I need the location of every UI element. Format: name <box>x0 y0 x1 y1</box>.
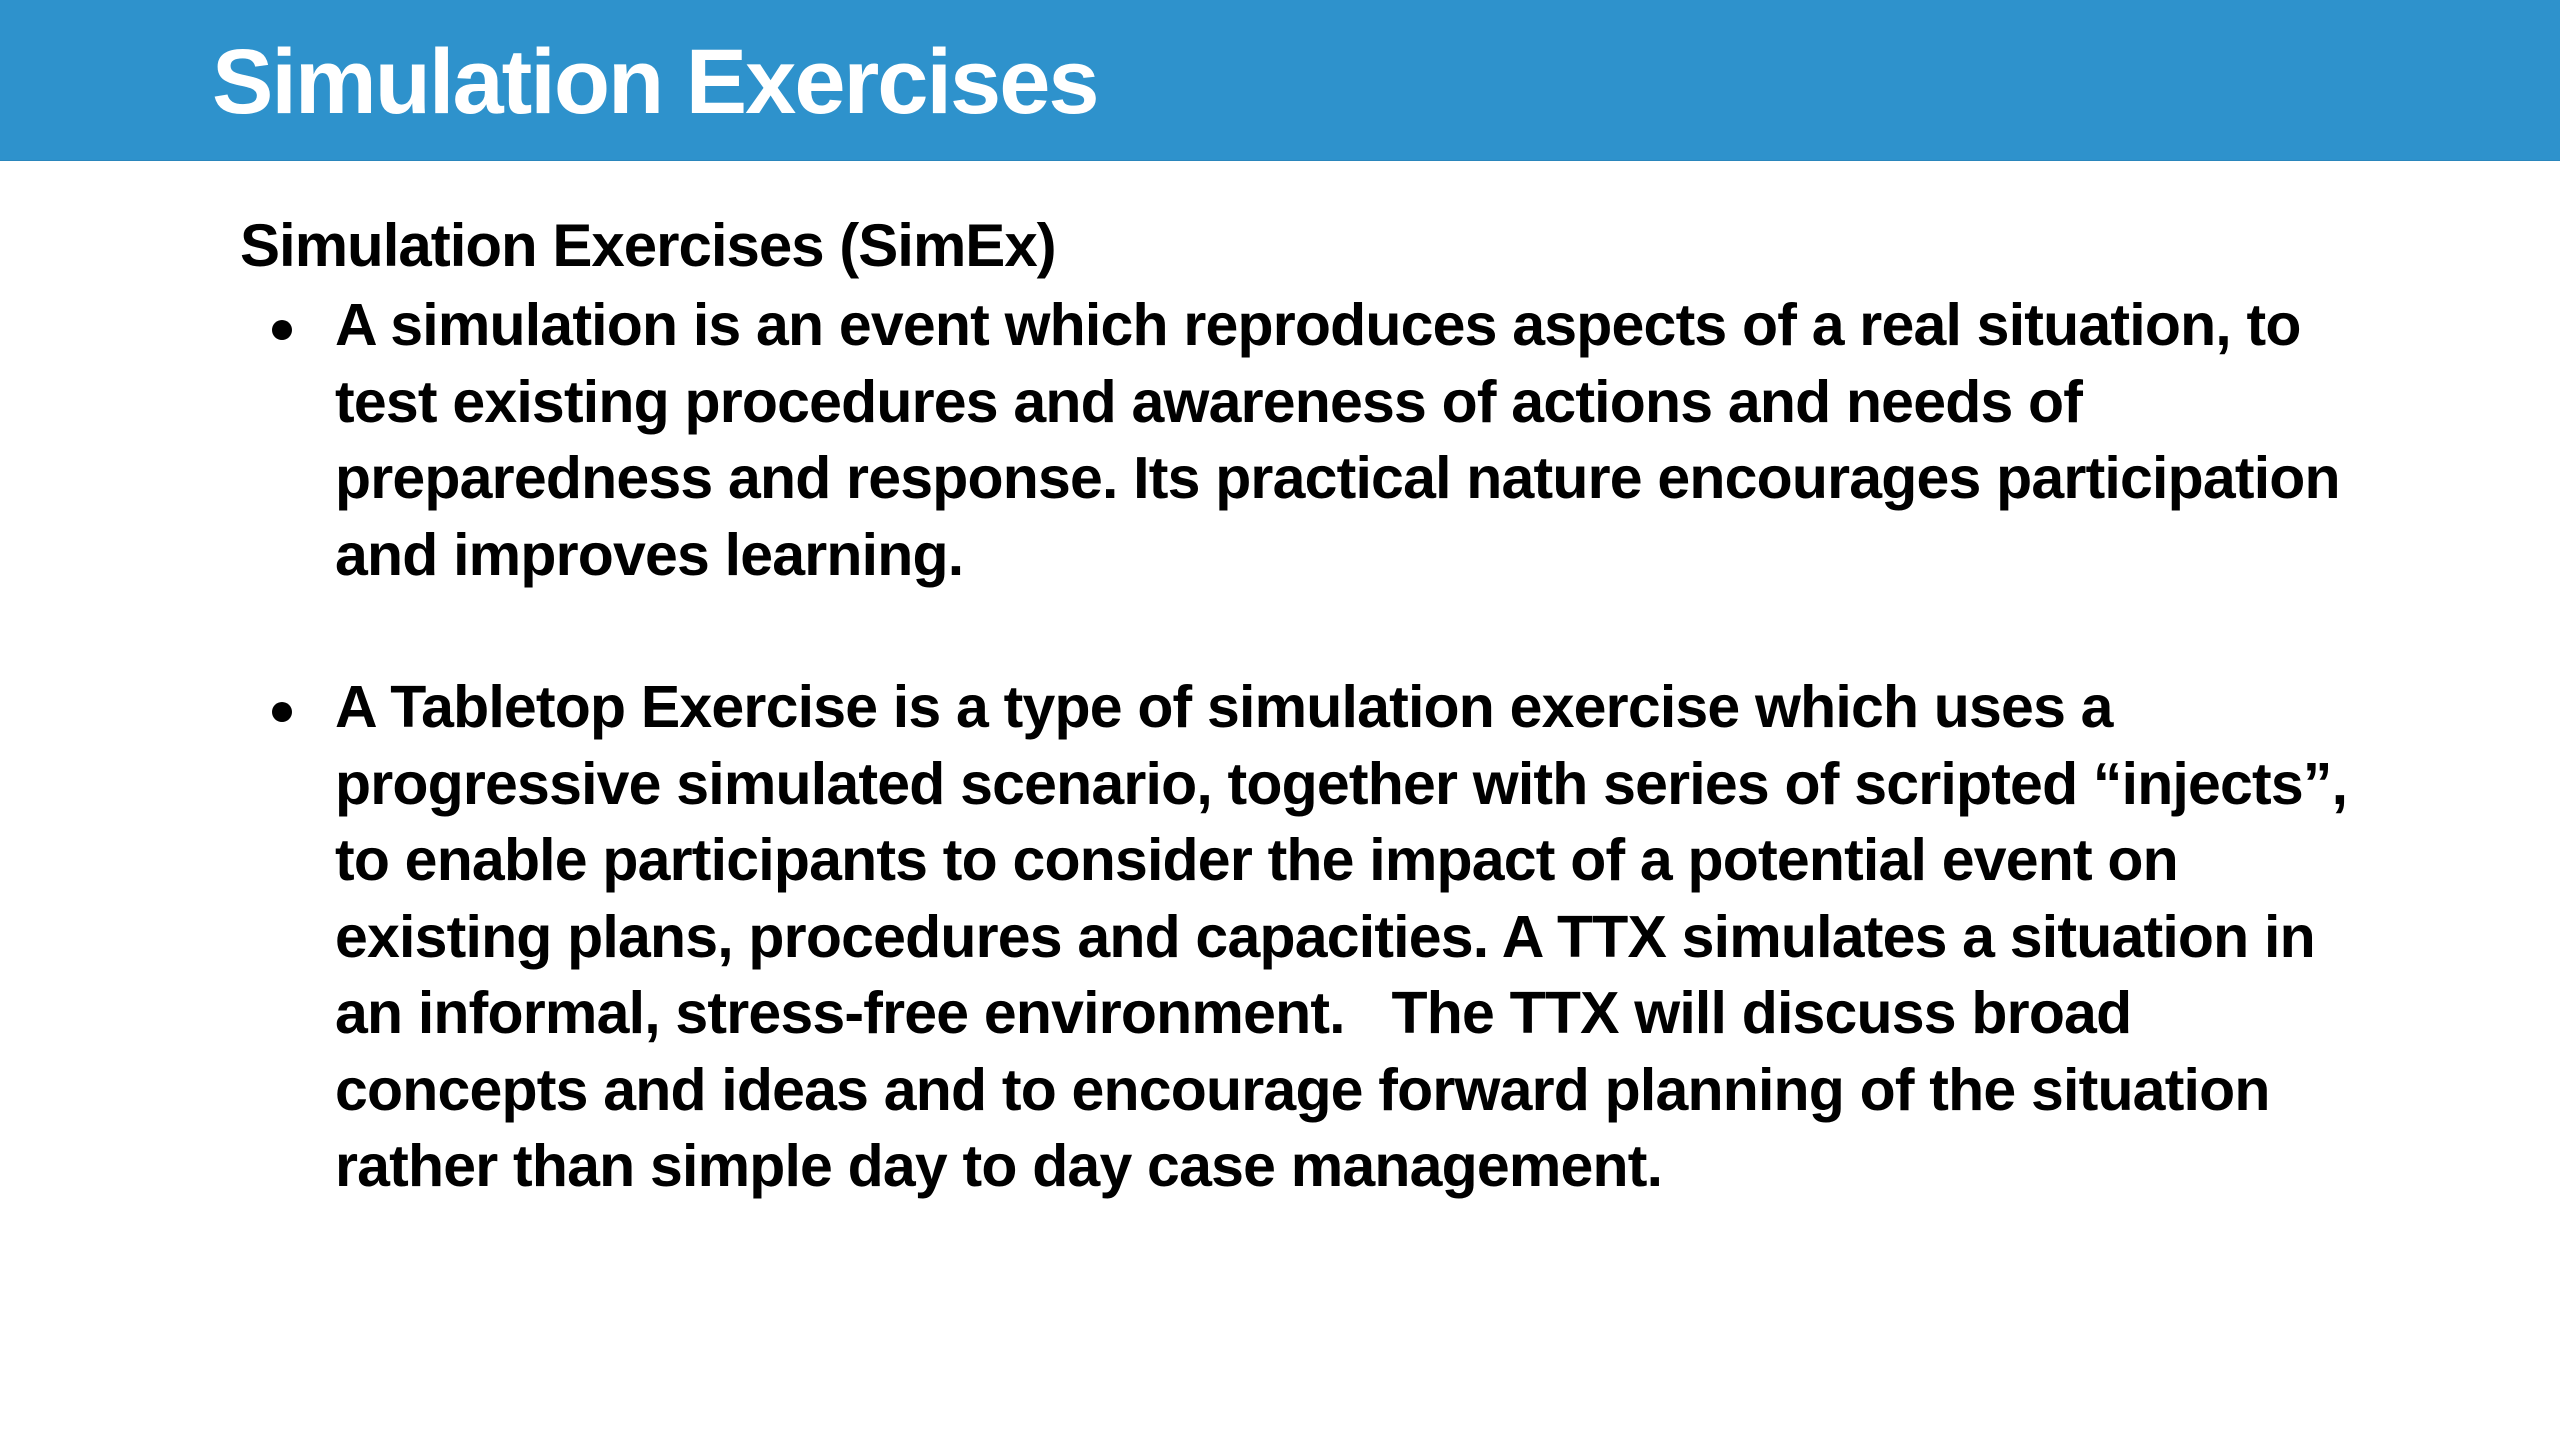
bullet-text: A simulation is an event which reproduces aspects of a real situation, to test existing procedures and awareness of actions and needs of preparedness and response. Its practical nature encourages participation and improves learning. <box>335 292 2356 588</box>
title-bar <box>0 0 2560 161</box>
bullet-list <box>240 287 2370 1205</box>
bullet-icon <box>272 702 292 722</box>
bullet-item <box>240 287 2370 593</box>
slide-title: Simulation Exercises <box>212 31 1098 133</box>
bullet-icon <box>272 320 292 340</box>
bullet-text: A Tabletop Exercise is a type of simulation exercise which uses a progressive simulated scenario, together with series of scripted “injects”, to enable participants to consider the impact of a potential event on existing plans, procedures and capacities. A TTX simulates a situation in an informal, stress-free environment. The TTX will discuss broad concepts and ideas and to encourage forward planning of the situation rather than simple day to day case management. <box>335 674 2363 1199</box>
section-heading: Simulation Exercises (SimEx) <box>240 212 1056 279</box>
bullet-item <box>240 669 2370 1205</box>
slide-content <box>240 205 2370 1205</box>
